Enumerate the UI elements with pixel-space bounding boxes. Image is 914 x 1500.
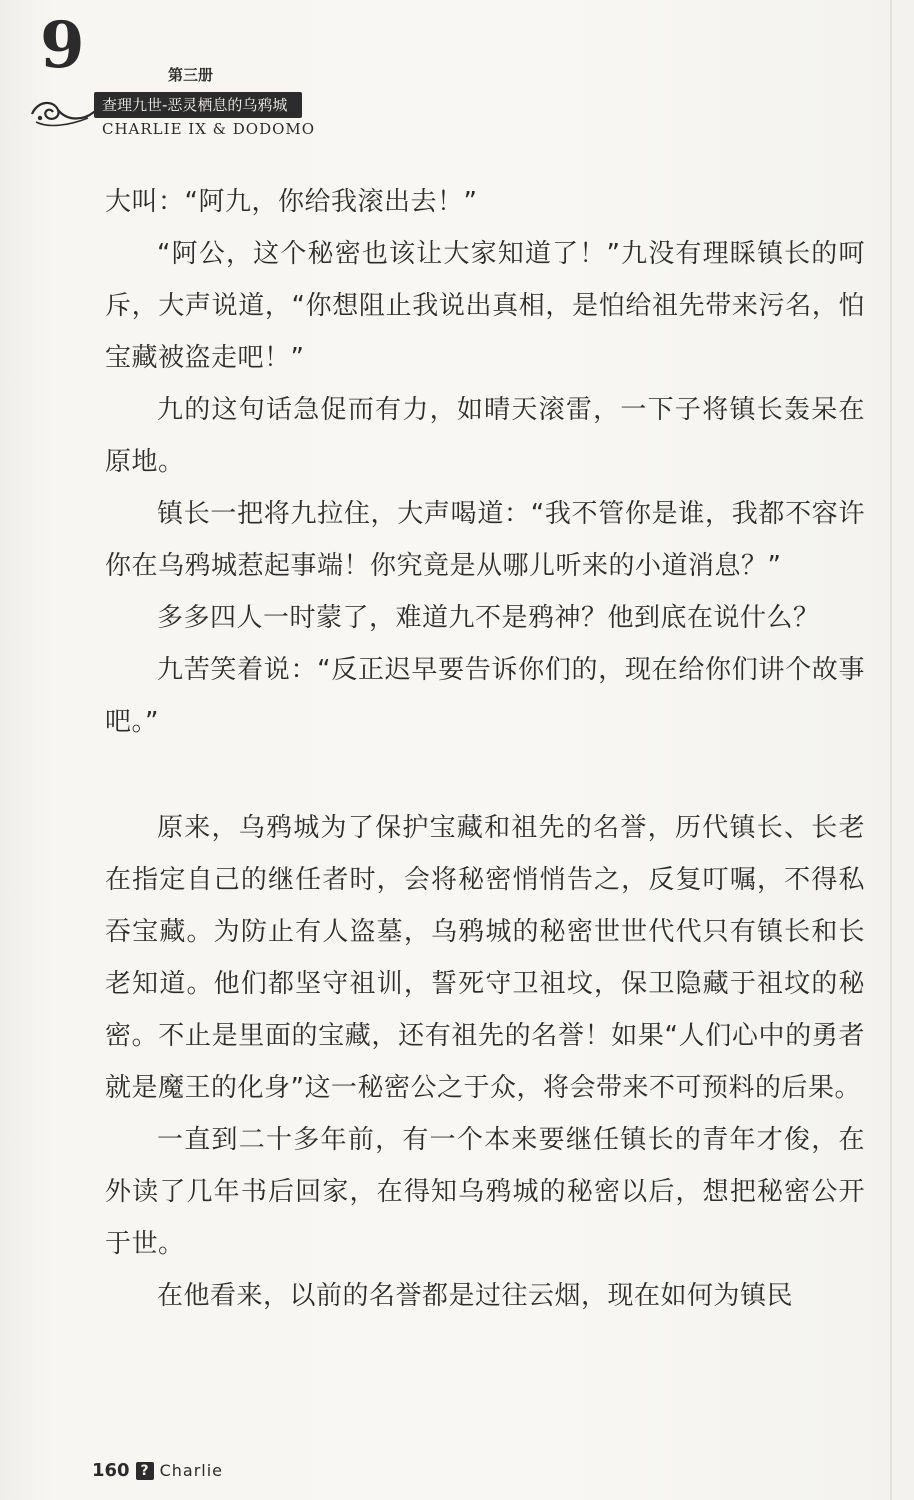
paragraph: 大叫：“阿九，你给我滚出去！” (105, 187, 478, 217)
paragraph: 镇长一把将九拉住，大声喝道：“我不管你是谁，我都不容许你在乌鸦城惹起事端！你究竟是从哪儿听来的小道消息？” (105, 499, 865, 581)
chapter-number: 9 (40, 8, 85, 83)
text-block-lower (105, 802, 865, 1322)
text-block-upper (105, 176, 865, 748)
paragraph: 多多四人一时蒙了，难道九不是鸦神？他到底在说什么？ (157, 603, 820, 633)
paragraph: 九苦笑着说：“反正迟早要告诉你们的，现在给你们讲个故事吧。” (105, 655, 865, 737)
footer-brand: Charlie (159, 1461, 224, 1480)
paragraph: 九的这句话急促而有力，如晴天滚雷，一下子将镇长轰呆在原地。 (105, 395, 865, 477)
paragraph: 一直到二十多年前，有一个本来要继任镇长的青年才俊，在外读了几年书后回家，在得知乌鸦城的秘密以后，想把秘密公开于世。 (105, 1125, 865, 1259)
paragraph: “阿公，这个秘密也该让大家知道了！”九没有理睬镇长的呵斥，大声说道，“你想阻止我说出真相，是怕给祖先带来污名，怕宝藏被盗走吧！” (105, 239, 865, 373)
paragraph: 在他看来，以前的名誉都是过往云烟，现在如何为镇民 (157, 1281, 794, 1311)
volume-label: 第三册 (168, 66, 214, 84)
running-header (18, 8, 348, 140)
page-footer (92, 1460, 223, 1481)
english-series-title: CHARLIE IX & DODOMO (102, 120, 316, 138)
question-mark-logo-icon: ? (136, 1462, 154, 1480)
book-title-banner: 查理九世-恶灵栖息的乌鸦城 (94, 92, 302, 118)
paragraph: 原来，乌鸦城为了保护宝藏和祖先的名誉，历代镇长、长老在指定自己的继任者时，会将秘密悄悄告之，反复叮嘱，不得私吞宝藏。为防止有人盗墓，乌鸦城的秘密世世代代只有镇长和长老知道。他们都坚守祖训，誓死守卫祖坟，保卫隐藏于祖坟的秘密。不止是里面的宝藏，还有祖先的名誉！如果“人们心中的勇者就是魔王的化身”这一秘密公之于众，将会带来不可预料的后果。 (105, 813, 865, 1103)
page-number: 160 (92, 1460, 130, 1481)
page-edge-shadow (890, 0, 892, 1500)
